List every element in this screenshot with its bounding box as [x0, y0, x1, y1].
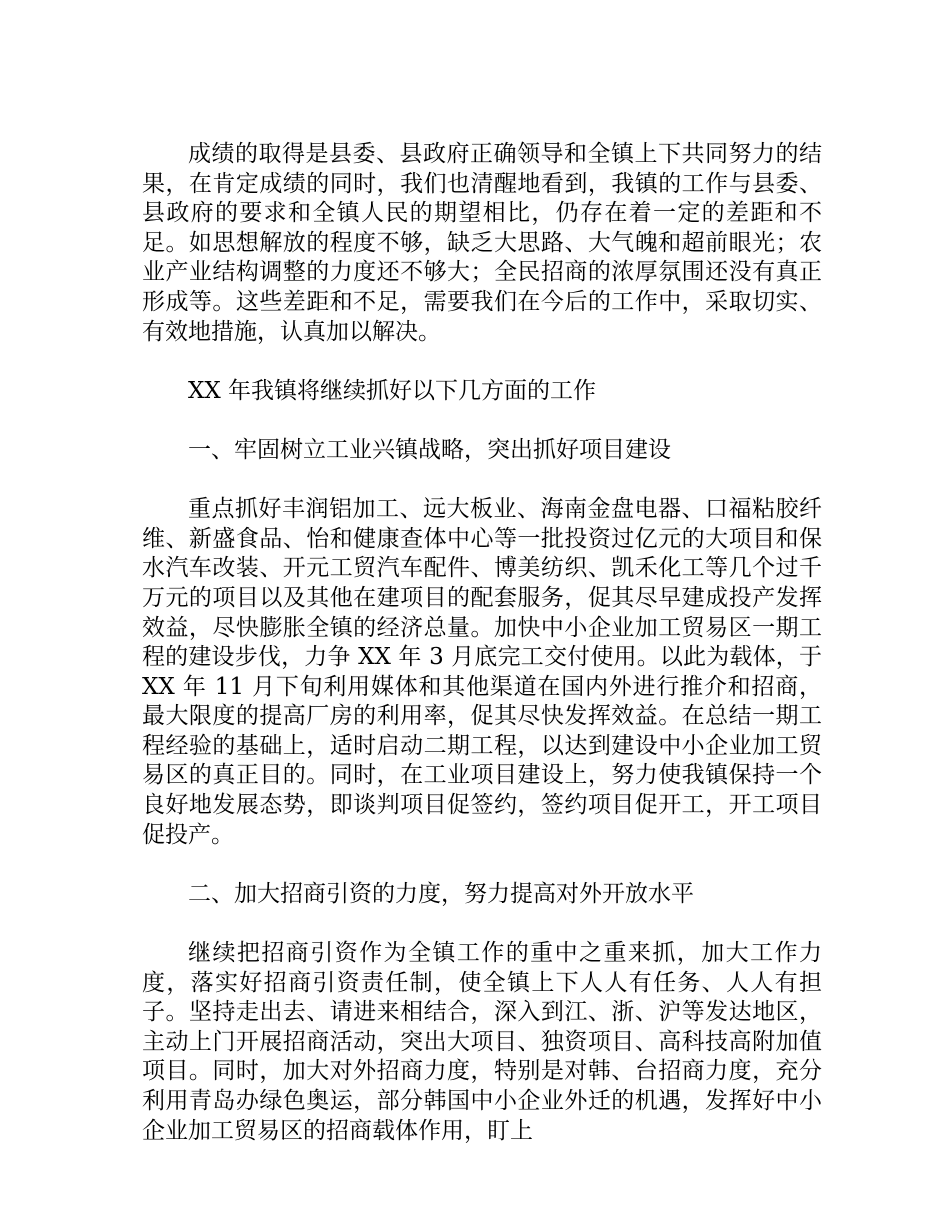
section-heading-2: 二、加大招商引资的力度，努力提高对外开放水平 — [188, 880, 694, 907]
section-intro-heading: XX 年我镇将继续抓好以下几方面的工作 — [188, 377, 597, 404]
section-heading-1: 一、牢固树立工业兴镇战略，突出抓好项目建设 — [188, 436, 671, 463]
document-page — [142, 140, 822, 1146]
paragraph-shortcomings: 成绩的取得是县委、县政府正确领导和全镇上下共同努力的结果，在肯定成绩的同时，我们也清醒地看到，我镇的工作与县委、县政府的要求和全镇人民的期望相比，仍存在着一定的差距和不足。如思想解放的程度不够，缺乏大思路、大气魄和超前眼光；农业产业结构调整的力度还不够大；全民招商的浓厚氛围还没有真正形成等。这些差距和不足，需要我们在今后的工作中，采取切实、有效地措施，认真加以解决。 — [142, 141, 822, 345]
paragraph-industrial-projects: 重点抓好丰润铝加工、远大板业、海南金盘电器、口福粘胶纤维、新盛食品、怡和健康查体中心等一批投资过亿元的大项目和保水汽车改装、开元工贸汽车配件、博美纺织、凯禾化工等几个过千万元的项目以及其他在建项目的配套服务，促其尽早建成投产发挥效益，尽快膨胀全镇的经济总量。加快中小企业加工贸易区一期工程的建设步伐，力争 XX 年 3 月底完工交付使用。以此为载体，于 XX 年 11 月下旬利用媒体和其他渠道在国内外进行推介和招商，最大限度的提高厂房的利用率，促其尽快发挥效益。在总结一期工程经验的基础上，适时启动二期工程，以达到建设中小企业加工贸易区的真正目的。同时，在工业项目建设上，努力使我镇保持一个良好地发展态势，即谈判项目促签约，签约项目促开工，开工项目促投产。 — [142, 496, 822, 848]
paragraph-investment-attraction: 继续把招商引资作为全镇工作的重中之重来抓，加大工作力度，落实好招商引资责任制，使全镇上下人人有任务、人人有担子。坚持走出去、请进来相结合，深入到江、浙、沪等发达地区，主动上门开展招商活动，突出大项目、独资项目、高科技高附加值项目。同时，加大对外招商力度，特别是对韩、台招商力度，充分利用青岛办绿色奥运，部分韩国中小企业外迁的机遇，发挥好中小企业加工贸易区的招商载体作用，盯上 — [142, 940, 822, 1144]
